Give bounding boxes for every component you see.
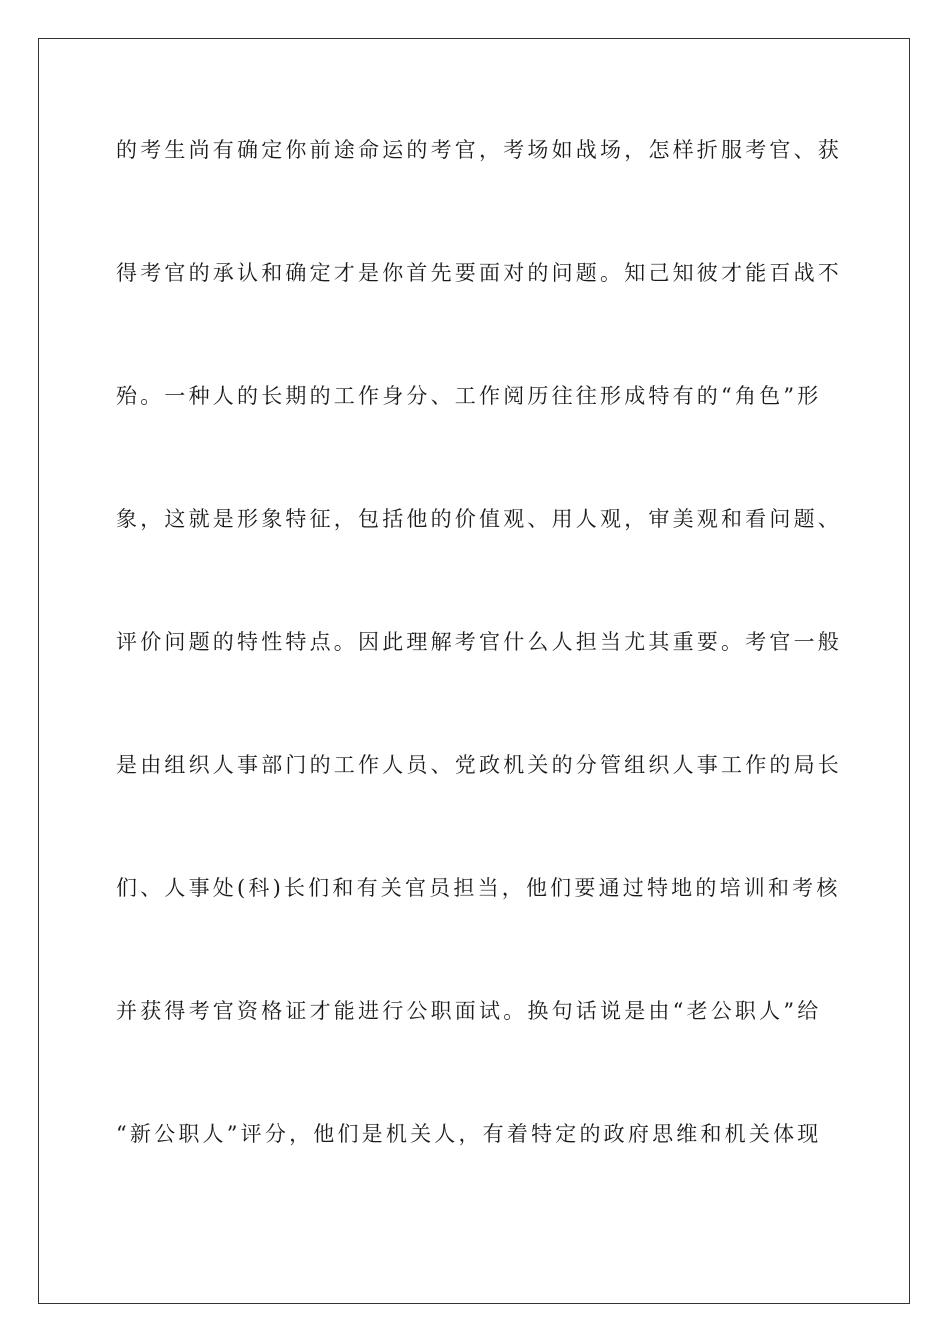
- text-line-3: 殆。一种人的长期的工作身分、工作阅历往往形成特有的“角色”形: [116, 384, 822, 408]
- text-line-8: 并获得考官资格证才能进行公职面试。换句话说是由“老公职人”给: [116, 999, 822, 1023]
- document-body: [116, 130, 842, 1237]
- text-line-1: 的考生尚有确定你前途命运的考官，考场如战场，怎样折服考官、获: [116, 138, 842, 162]
- text-line-7: 们、人事处(科)长们和有关官员担当，他们要通过特地的培训和考核: [116, 876, 841, 900]
- text-line-5: 评价问题的特性特点。因此理解考官什么人担当尤其重要。考官一般: [116, 630, 842, 654]
- text-line-9: “新公职人”评分，他们是机关人，有着特定的政府思维和机关体现: [116, 1122, 822, 1146]
- text-line-4: 象，这就是形象特征，包括他的价值观、用人观，审美观和看问题、: [116, 507, 842, 531]
- text-line-6: 是由组织人事部门的工作人员、党政机关的分管组织人事工作的局长: [116, 753, 842, 777]
- text-line-2: 得考官的承认和确定才是你首先要面对的问题。知己知彼才能百战不: [116, 261, 842, 285]
